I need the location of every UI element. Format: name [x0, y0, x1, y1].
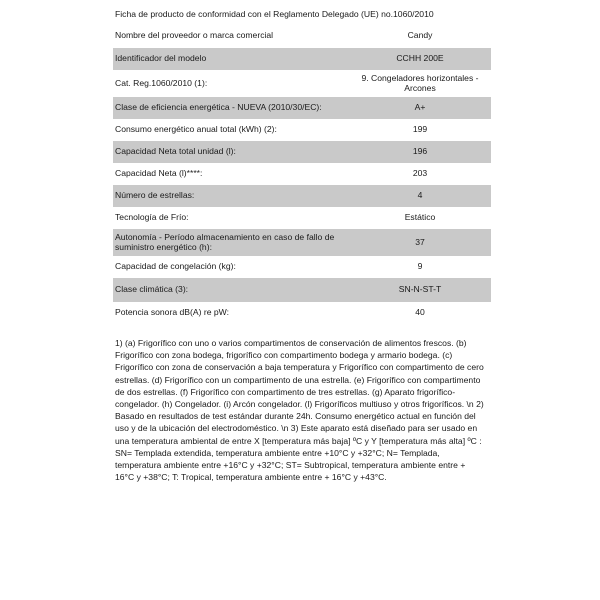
- table-row: [113, 207, 491, 229]
- row-value-autonomy: 37: [349, 229, 491, 256]
- table-row: [113, 256, 491, 278]
- spec-table: [113, 24, 491, 324]
- row-label-supplier: Nombre del proveedor o marca comercial: [113, 24, 349, 48]
- row-label-stars: Número de estrellas:: [113, 185, 349, 207]
- row-label-autonomy: Autonomía - Período almacenamiento en caso de fallo de suministro energético (h):: [113, 229, 349, 256]
- table-row: [113, 229, 491, 256]
- row-value-model: CCHH 200E: [349, 48, 491, 70]
- row-value-energy-class: A+: [349, 97, 491, 119]
- row-value-net-capacity: 203: [349, 163, 491, 185]
- row-label-cooling-tech: Tecnología de Frío:: [113, 207, 349, 229]
- row-value-freezing-capacity: 9: [349, 256, 491, 278]
- row-value-climate-class: SN-N-ST-T: [349, 278, 491, 302]
- table-row: [113, 278, 491, 302]
- row-label-energy-class: Clase de eficiencia energética - NUEVA (2010/30/EC):: [113, 97, 349, 119]
- row-label-sound-power: Potencia sonora dB(A) re pW:: [113, 302, 349, 324]
- table-row: [113, 185, 491, 207]
- row-value-supplier: Candy: [349, 24, 491, 48]
- table-row: [113, 141, 491, 163]
- row-value-stars: 4: [349, 185, 491, 207]
- table-row: [113, 24, 491, 48]
- table-row: [113, 302, 491, 324]
- product-fiche: [113, 8, 487, 483]
- row-label-net-capacity: Capacidad Neta (l)****:: [113, 163, 349, 185]
- row-value-cooling-tech: Estático: [349, 207, 491, 229]
- row-value-category: 9. Congeladores horizontales - Arcones: [349, 70, 491, 97]
- row-label-freezing-capacity: Capacidad de congelación (kg):: [113, 256, 349, 278]
- table-row: [113, 97, 491, 119]
- row-label-climate-class: Clase climática (3):: [113, 278, 349, 302]
- row-label-category: Cat. Reg.1060/2010 (1):: [113, 70, 349, 97]
- table-row: [113, 48, 491, 70]
- table-row: [113, 70, 491, 97]
- row-value-net-capacity-total: 196: [349, 141, 491, 163]
- row-label-model: Identificador del modelo: [113, 48, 349, 70]
- table-row: [113, 119, 491, 141]
- row-value-sound-power: 40: [349, 302, 491, 324]
- table-row: [113, 163, 491, 185]
- row-label-annual-consumption: Consumo energético anual total (kWh) (2):: [113, 119, 349, 141]
- row-label-net-capacity-total: Capacidad Neta total unidad (l):: [113, 141, 349, 163]
- footnotes: 1) (a) Frigorífico con uno o varios compartimentos de conservación de alimentos frescos. (b) Frigorífico con zona bodega, frigorífico con compartimento bodega y armario bodega. (c) Frigorífico con zona de conservación a baja temperatura y Frigorífico con compartimento de cero estrellas. (d) Frigorífico con un compartimento de una estrella. (e) Frigorífico con compartimento de dos estrellas. (f) Frigorífico con compartimento de tres estrellas. (g) Aparato frigorífico-congelador. (h) Congelador. (i) Arcón congelador. (l) Frigoríficos multiuso y otros frigoríficos. \n 2) Basado en resultados de test estándar durante 24h. Consumo energético actual en función del uso y de la ubicación del electrodoméstico. \n 3) Este aparato está diseñado para ser usado en una temperatura ambiental de entre X [temperatura más baja] ºC y Y [temperatura más alta] ºC : SN= Templada extendida, temperatura ambiente entre +10°C y +32°C; N= Templada, temperatura ambiente entre +16°C y +32°C; ST= Subtropical, temperatura ambiente entre + 16°C y +38°C; T: Tropical, temperatura ambiente entre + 16°C y +43°C.: [115, 338, 484, 483]
- row-value-annual-consumption: 199: [349, 119, 491, 141]
- document-title: Ficha de producto de conformidad con el Reglamento Delegado (UE) no.1060/2010: [115, 9, 434, 19]
